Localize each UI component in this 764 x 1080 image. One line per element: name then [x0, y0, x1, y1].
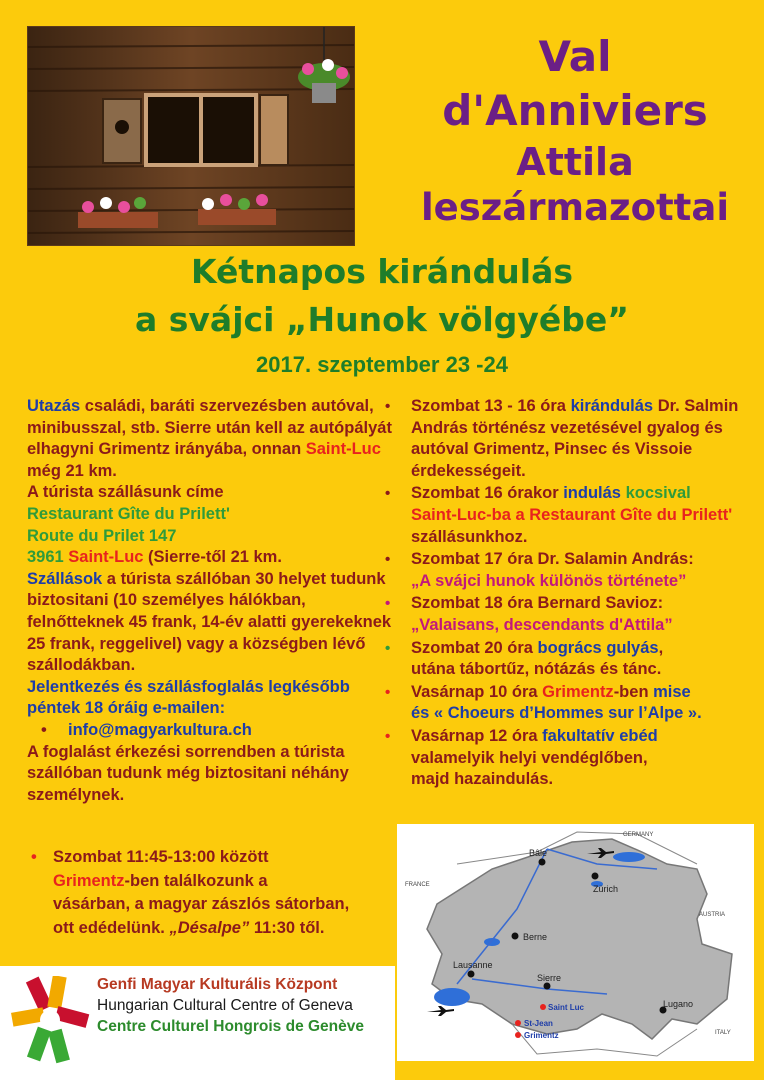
program-item	[383, 726, 758, 791]
travel-keyword: Utazás	[27, 397, 81, 415]
meeting-text: -ben találkozunk a	[124, 871, 268, 890]
airplane-icon	[427, 1006, 454, 1016]
logo-line-hungarian: Genfi Magyar Kulturális Központ	[97, 976, 338, 993]
program-text: Dr. Salmin András történész vezetésével gyalog és autóval Grimentz, Pinsec és Vissoie érdekességeit.	[411, 397, 739, 480]
zurich-marker	[592, 873, 599, 880]
title-line-4: leszármazottai	[420, 186, 730, 229]
program-text: -ben	[613, 682, 654, 701]
bullet-icon: •	[385, 595, 391, 613]
title-line-3: Attila	[516, 140, 634, 184]
chalet-photo	[27, 26, 355, 246]
meeting-line-2	[27, 870, 382, 894]
program-item	[383, 549, 758, 592]
grimentz-marker	[515, 1032, 521, 1038]
program-keyword: kirándulás	[570, 397, 654, 415]
address-town: Saint-Luc	[68, 548, 144, 567]
program-text: majd hazaindulás.	[411, 770, 554, 789]
program-place: Grimentz	[542, 682, 614, 701]
bullet-icon: •	[385, 398, 391, 415]
event-date: 2017. szeptember 23 -24	[256, 352, 508, 377]
program-keyword: fakultatív ebéd	[542, 726, 658, 745]
meeting-line-1	[27, 846, 382, 870]
accommodation-text: a túrista szállóban 30 helyet tudunk biztositani (10 személyes hálókban, felnőtteknek 45 frank, 14-év alatti gyerekeknek 25 frank, reggelivel) vagy a községben lévő szállodákban.	[27, 569, 392, 675]
logo-text	[97, 974, 364, 1037]
program-keyword: indulás	[563, 484, 621, 503]
map-label-saint-luc: Saint Luc	[548, 1003, 585, 1012]
program-time: Vasárnap 12 óra	[411, 726, 543, 745]
lecture-title: „Valaisans, descendants d'Attila”	[411, 615, 673, 634]
lecture-title: „A svájci hunok különös története”	[411, 571, 687, 590]
map-drawing	[397, 824, 754, 1061]
meeting-place: Grimentz	[53, 871, 125, 890]
program-text: ,	[658, 638, 664, 657]
hungarian-culture-logo-icon	[10, 976, 90, 1066]
address-line-3	[27, 547, 392, 569]
program-item	[383, 593, 758, 636]
address-distance: (Sierre-től 21 km.	[143, 548, 282, 567]
map-label-bale: Bâle	[529, 848, 548, 858]
saint-luc-marker	[540, 1004, 546, 1010]
meeting-info	[27, 846, 382, 940]
booking-paragraph: A foglalást érkezési sorrendben a túrista szállóban tudunk még biztositani néhány személynek.	[27, 742, 349, 804]
st-jean-marker	[515, 1020, 521, 1026]
title-line-2: d'Anniviers	[442, 86, 708, 135]
map-label-st-jean: St-Jean	[524, 1019, 553, 1028]
map-label-germany: GERMANY	[623, 832, 654, 838]
accommodation-keyword: Szállások	[27, 569, 103, 588]
bale-marker	[539, 859, 546, 866]
map-label-italy: ITALY	[715, 1030, 731, 1036]
bullet-icon: •	[385, 727, 391, 745]
title-line-1: Val	[538, 32, 612, 81]
bullet-icon: •	[385, 485, 391, 503]
travel-text: családi, baráti szervezésben autóval, minibusszal, stb. Sierre után kell az autópályát elhagyni Grimentz irányába, onnan	[27, 397, 392, 459]
bullet-icon: •	[31, 848, 37, 866]
bullet-icon: •	[385, 683, 391, 701]
email-link[interactable]: info@magyarkultura.ch	[68, 720, 252, 739]
program-keyword: mise	[653, 682, 691, 701]
bullet-icon: •	[385, 551, 391, 569]
desalpe-text: „Désalpe”	[169, 918, 250, 937]
meeting-line-4	[27, 917, 382, 941]
accommodation-paragraph	[27, 569, 392, 677]
program-keyword: bogrács gulyás	[537, 638, 659, 657]
map-label-france: FRANCE	[405, 882, 430, 888]
program-time: Szombat 18 óra Bernard Savioz:	[411, 594, 664, 613]
berne-marker	[512, 933, 519, 940]
meeting-time: 11:30 től.	[249, 918, 325, 937]
program-text: szállásunkhoz.	[411, 527, 528, 546]
program-text: valamelyik helyi vendéglőben,	[411, 748, 648, 767]
map-label-lausanne: Lausanne	[453, 960, 493, 970]
sierre-marker	[544, 983, 551, 990]
logo-line-english: Hungarian Cultural Centre of Geneva	[97, 997, 353, 1014]
travel-info	[27, 396, 392, 806]
program-list	[383, 396, 758, 792]
program-item	[383, 638, 758, 681]
program-place: Restaurant Gîte du Prilett'	[529, 505, 733, 524]
meeting-text: ott edédelünk.	[53, 918, 170, 937]
logo-line-french: Centre Culturel Hongrois de Genève	[97, 1018, 364, 1035]
program-text: és « Choeurs d’Hommes sur l’Alpe ».	[411, 704, 702, 723]
meeting-line-3: vásárban, a magyar zászlós sátorban,	[53, 895, 350, 913]
map-label-sierre: Sierre	[537, 973, 562, 983]
map-label-berne: Berne	[523, 932, 548, 942]
registration-paragraph: Jelentkezés és szállásfoglalás legkésőbb péntek 18 óráig e-mailen:	[27, 677, 350, 718]
program-item	[383, 483, 758, 548]
bullet-icon: •	[385, 639, 391, 657]
program-time: Vasárnap 10 óra	[411, 682, 543, 701]
switzerland-map	[397, 824, 754, 1061]
distance-text: még 21 km.	[27, 461, 117, 480]
bullet-icon: •	[41, 720, 47, 739]
headline-line-1: Kétnapos kirándulás	[191, 252, 573, 291]
program-time: Szombat 16 órakor	[411, 484, 564, 503]
program-item	[383, 396, 758, 482]
saint-luc-text: Saint-Luc	[305, 440, 381, 459]
program-time: Szombat 20 óra	[411, 638, 538, 657]
program-keyword: kocsival	[625, 484, 691, 503]
address-line-1: Restaurant Gîte du Prilett'	[27, 504, 230, 523]
travel-paragraph	[27, 396, 392, 482]
program-item	[383, 682, 758, 725]
map-label-lugano: Lugano	[663, 999, 694, 1009]
meeting-text: Szombat 11:45-13:00 között	[53, 848, 269, 866]
program-place: Saint-Luc-ba a	[411, 505, 530, 524]
postal-code: 3961	[27, 548, 69, 567]
map-label-grimentz: Grimentz	[524, 1031, 559, 1040]
address-line-2: Route du Prilet 147	[27, 526, 177, 545]
headline-line-2: a svájci „Hunok völgyébe”	[135, 300, 629, 339]
program-time: Szombat 13 - 16 óra	[411, 397, 571, 415]
chalet-photo-drawing	[28, 27, 354, 245]
address-label: A túrista szállásunk címe	[27, 483, 224, 502]
lausanne-marker	[468, 971, 475, 978]
program-text: utána tábortűz, nótázás és tánc.	[411, 660, 662, 679]
map-label-zurich: Zürich	[593, 884, 619, 894]
program-time: Szombat 17 óra Dr. Salamin András:	[411, 550, 694, 569]
email-item	[27, 720, 392, 742]
map-label-austria: AUSTRIA	[699, 912, 726, 918]
